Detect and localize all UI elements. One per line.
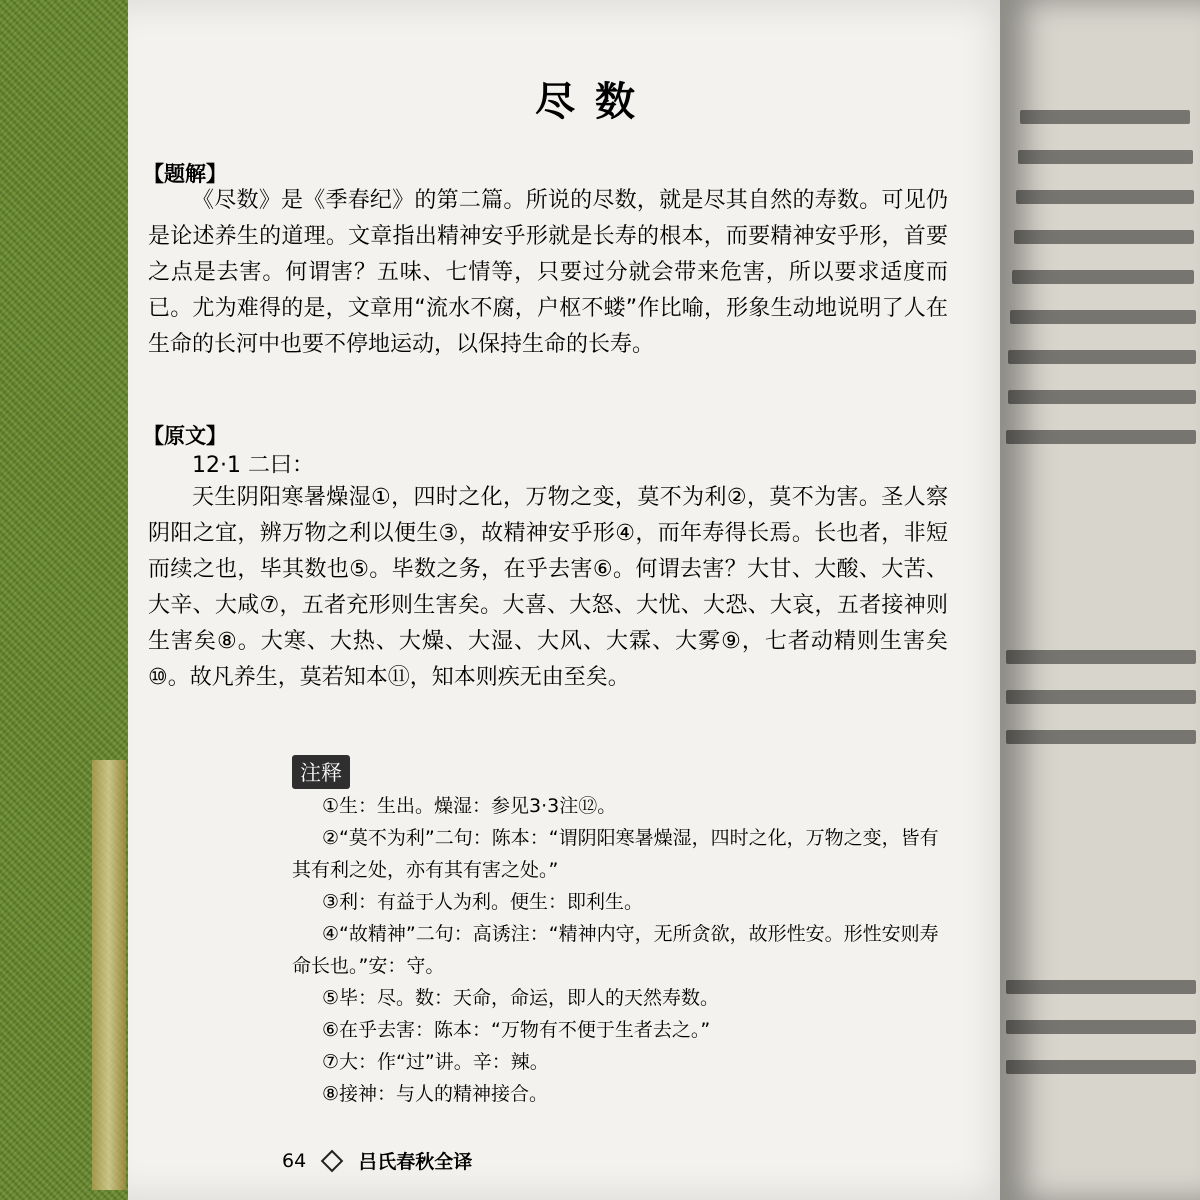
right-page-edge (1000, 0, 1200, 1200)
diamond-icon (321, 1149, 344, 1172)
notes-label: 注释 (292, 755, 350, 789)
ghost-text-line (1006, 1060, 1196, 1074)
ghost-text-line (1020, 110, 1190, 124)
note-item: ⑤毕：尽。数：天命，命运，即人的天然寿数。 (322, 987, 720, 1009)
ghost-text-line (1008, 390, 1196, 404)
book-title: 吕氏春秋全译 (358, 1151, 473, 1173)
ghost-text-line (1018, 150, 1193, 164)
original-paragraph: 天生阴阳寒暑燥湿①，四时之化，万物之变，莫不为利②，莫不为害。圣人察阴阳之宜，辨万物之利以便生③，故精神安乎形④，而年寿得长焉。长也者，非短而续之也，毕其数也⑤。毕数之务，在乎去害⑥。何谓去害？大甘、大酸、大苦、大辛、大咸⑦，五者充形则生害矣。大喜、大怒、大忧、大恐、大哀，五者接神则生害矣⑧。大寒、大热、大燥、大湿、大风、大霖、大雾⑨，七者动精则生害矣⑩。故凡养生，莫若知本⑪，知本则疾无由至矣。 (148, 485, 948, 690)
page-title: 尽数 (535, 79, 655, 125)
preface-paragraph: 《尽数》是《季春纪》的第二篇。所说的尽数，就是尽其自然的寿数。可见仍是论述养生的道理。文章指出精神安乎形就是长寿的根本，而要精神安乎形，首要之点是去害。何谓害？五味、七情等，只要过分就会带来危害，所以要求适度而已。尤为难得的是，文章用“流水不腐，户枢不蝼”作比喻，形象生动地说明了人在生命的长河中也要不停地运动，以保持生命的长寿。 (148, 188, 948, 357)
page-number: 64 (282, 1149, 307, 1172)
ghost-text-line (1006, 730, 1196, 744)
gold-spine-decoration (92, 760, 126, 1190)
note-item: ②“莫不为利”二句：陈本：“谓阴阳寒暑燥湿，四时之化，万物之变，皆有其有利之处，亦有其有害之处。” (292, 827, 939, 881)
original-heading: 12·1 二曰： (192, 453, 314, 478)
note-item: ④“故精神”二句：高诱注：“精神内守，无所贪欲，故形性安。形性安则寿命长也。”安：守。 (292, 923, 939, 977)
ghost-text-line (1014, 230, 1194, 244)
page-footer (282, 1147, 472, 1174)
preface-label: 【题解】 (143, 162, 227, 186)
ghost-text-line (1006, 690, 1196, 704)
note-item: ③利：有益于人为利。便生：即利生。 (322, 891, 644, 913)
ghost-text-line (1006, 1020, 1196, 1034)
notes-list (292, 790, 948, 1110)
note-item: ①生：生出。燥湿：参见3·3注⑫。 (322, 795, 617, 817)
note-item: ⑦大：作“过”讲。辛：辣。 (322, 1051, 549, 1073)
original-label: 【原文】 (143, 424, 227, 448)
ghost-text-line (1006, 980, 1196, 994)
ghost-text-line (1008, 350, 1196, 364)
ghost-text-line (1016, 190, 1194, 204)
note-item: ⑥在乎去害：陈本：“万物有不便于生者去之。” (322, 1019, 711, 1041)
ghost-text-line (1006, 430, 1196, 444)
ghost-text-line (1010, 310, 1196, 324)
ghost-text-line (1012, 270, 1194, 284)
note-item: ⑧接神：与人的精神接合。 (322, 1083, 549, 1105)
ghost-text-line (1006, 650, 1196, 664)
